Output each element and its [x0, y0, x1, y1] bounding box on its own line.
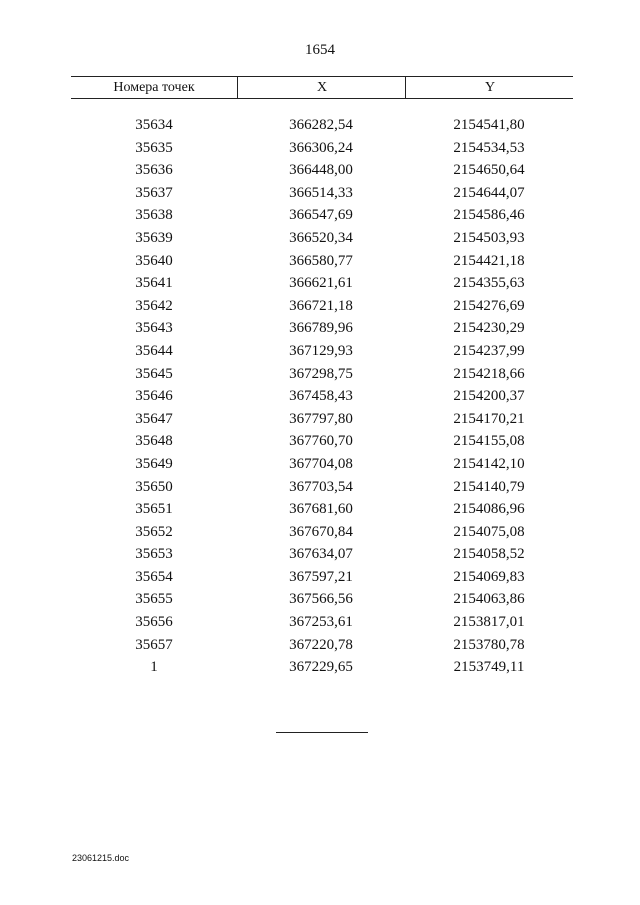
header-x: X	[237, 77, 406, 98]
table-row	[71, 476, 573, 499]
table-row	[71, 204, 573, 227]
table-row	[71, 408, 573, 431]
point-number: 35643	[135, 320, 173, 337]
table-header	[71, 76, 573, 99]
y-value: 2154237,99	[453, 342, 525, 359]
point-number: 35641	[135, 275, 173, 292]
y-value: 2154355,63	[453, 275, 525, 292]
table-row	[71, 363, 573, 386]
point-number: 35655	[135, 591, 173, 608]
point-number: 35650	[135, 478, 173, 495]
y-value: 2153749,11	[453, 659, 525, 676]
page-number: 1654	[305, 42, 335, 58]
point-number: 35634	[135, 117, 173, 133]
end-divider	[276, 732, 368, 733]
x-value: 367634,07	[289, 546, 353, 563]
y-value: 2154170,21	[453, 410, 525, 427]
table-row	[71, 453, 573, 476]
point-number: 35635	[135, 139, 173, 156]
table-row	[71, 430, 573, 453]
header-point-numbers: Номера точек	[113, 80, 195, 95]
table-row	[71, 543, 573, 566]
x-value: 366789,96	[289, 320, 353, 337]
header-y: Y	[405, 77, 574, 98]
coordinates-table	[71, 76, 573, 679]
y-value: 2154075,08	[453, 523, 525, 540]
table-row	[71, 521, 573, 544]
point-number: 35645	[135, 365, 173, 382]
table-row	[71, 656, 573, 679]
x-value: 366520,34	[289, 229, 353, 246]
x-value: 367670,84	[289, 523, 353, 540]
y-value: 2154218,66	[453, 365, 525, 382]
y-value: 2154069,83	[453, 568, 525, 585]
table-row	[71, 250, 573, 273]
point-number: 35637	[135, 184, 173, 201]
y-value: 2154155,08	[453, 433, 525, 450]
table-row	[71, 227, 573, 250]
table-row	[71, 137, 573, 160]
y-value: 2154058,52	[453, 546, 525, 563]
x-value: 366448,00	[289, 162, 353, 179]
y-value: 2153817,01	[453, 614, 525, 631]
file-name: 23061215.doc	[72, 853, 130, 863]
x-value: 366514,33	[289, 184, 353, 201]
point-number: 35652	[135, 523, 173, 540]
table-row	[71, 295, 573, 318]
x-value: 367681,60	[289, 501, 353, 518]
point-number: 35648	[135, 433, 173, 450]
x-value: 367253,61	[289, 614, 353, 631]
table-row	[71, 340, 573, 363]
point-number: 1	[150, 659, 158, 676]
table-row	[71, 159, 573, 182]
y-value: 2154534,53	[453, 139, 525, 156]
table-row	[71, 611, 573, 634]
table-body	[71, 114, 573, 679]
x-value: 367797,80	[289, 410, 353, 427]
y-value: 2154140,79	[453, 478, 525, 495]
table-row	[71, 498, 573, 521]
x-value: 366282,54	[289, 117, 353, 133]
y-value: 2154230,29	[453, 320, 525, 337]
point-number: 35653	[135, 546, 173, 563]
point-number: 35651	[135, 501, 173, 518]
y-value: 2154063,86	[453, 591, 525, 608]
x-value: 367566,56	[289, 591, 353, 608]
y-value: 2154142,10	[453, 455, 525, 472]
x-value: 367229,65	[289, 659, 353, 676]
x-value: 367703,54	[289, 478, 353, 495]
x-value: 366621,61	[289, 275, 353, 292]
table-row	[71, 317, 573, 340]
x-value: 367760,70	[289, 433, 353, 450]
y-value: 2154650,64	[453, 162, 525, 179]
x-value: 366580,77	[289, 252, 353, 269]
point-number: 35649	[135, 455, 173, 472]
x-value: 367220,78	[289, 636, 353, 653]
y-value: 2154086,96	[453, 501, 525, 518]
table-row	[71, 385, 573, 408]
point-number: 35638	[135, 207, 173, 224]
y-value: 2154644,07	[453, 184, 525, 201]
x-value: 367458,43	[289, 388, 353, 405]
table-row	[71, 114, 573, 137]
y-value: 2154541,80	[453, 117, 525, 133]
point-number: 35639	[135, 229, 173, 246]
y-value: 2153780,78	[453, 636, 525, 653]
table-row	[71, 588, 573, 611]
point-number: 35657	[135, 636, 173, 653]
y-value: 2154421,18	[453, 252, 525, 269]
table-row	[71, 182, 573, 205]
point-number: 35656	[135, 614, 173, 631]
table-row	[71, 272, 573, 295]
x-value: 366721,18	[289, 297, 353, 314]
x-value: 367704,08	[289, 455, 353, 472]
x-value: 366306,24	[289, 139, 353, 156]
y-value: 2154586,46	[453, 207, 525, 224]
point-number: 35636	[135, 162, 173, 179]
x-value: 367129,93	[289, 342, 353, 359]
y-value: 2154276,69	[453, 297, 525, 314]
table-row	[71, 566, 573, 589]
y-value: 2154200,37	[453, 388, 525, 405]
point-number: 35640	[135, 252, 173, 269]
point-number: 35646	[135, 388, 173, 405]
x-value: 367597,21	[289, 568, 353, 585]
point-number: 35644	[135, 342, 173, 359]
point-number: 35647	[135, 410, 173, 427]
point-number: 35654	[135, 568, 173, 585]
y-value: 2154503,93	[453, 229, 525, 246]
table-row	[71, 634, 573, 657]
point-number: 35642	[135, 297, 173, 314]
x-value: 366547,69	[289, 207, 353, 224]
x-value: 367298,75	[289, 365, 353, 382]
